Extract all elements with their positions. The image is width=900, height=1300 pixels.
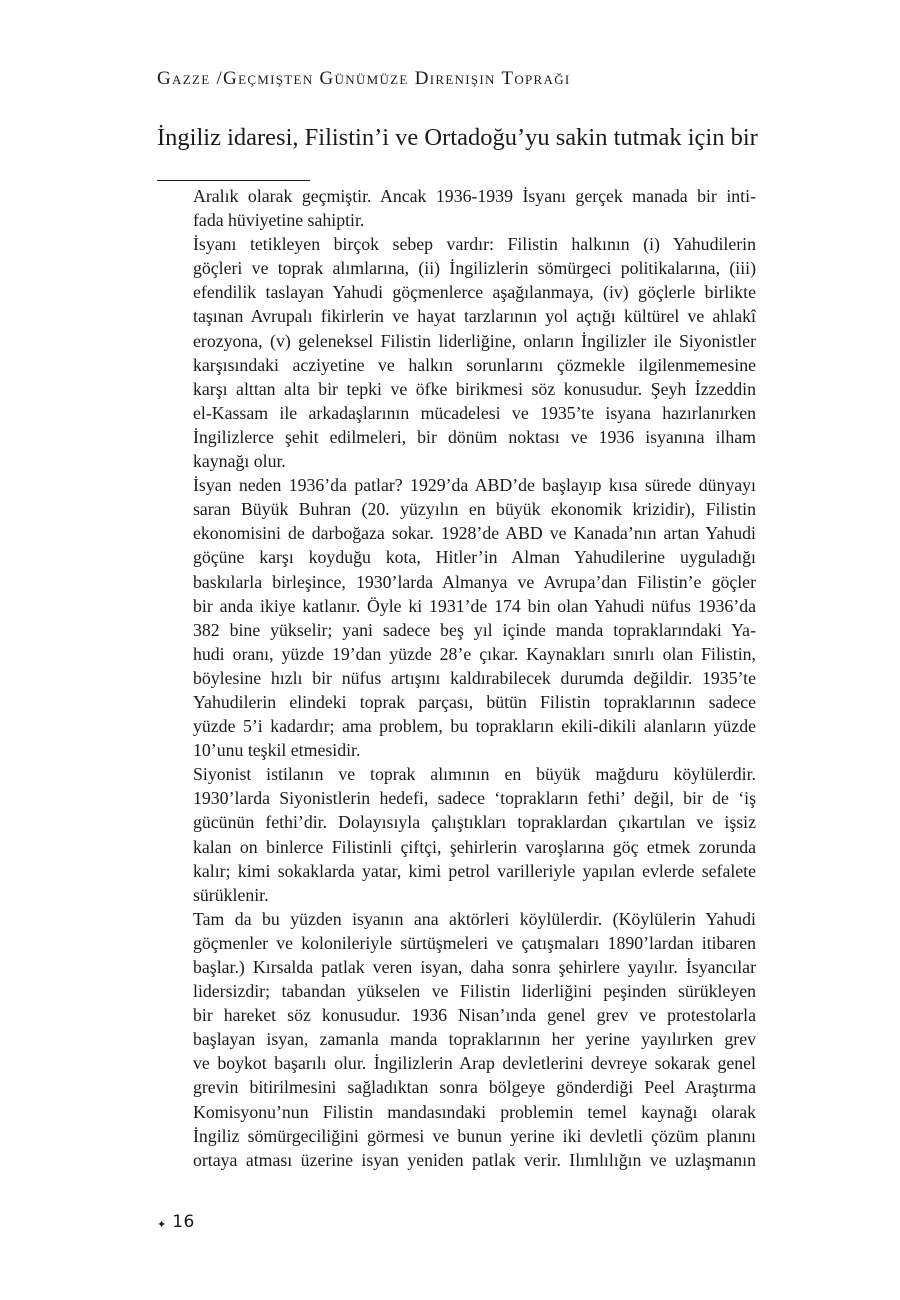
footnote-line: bir hareket söz konusudur. 1936 Nisan’ında genel grev ve protestolarla	[193, 1005, 756, 1026]
footnote-line: böylesine hızlı bir nüfus artışını kaldırabilecek durumda değildir. 1935’te	[193, 667, 756, 688]
footnote-line: başlayan isyan, zamanla manda topraklarının her yerine yayılırken grev	[193, 1029, 756, 1050]
footnote-line: baskılarla birleşince, 1930’larda Almanya ve Avrupa’dan Filistin’e göçler	[193, 571, 756, 592]
footnote-line: karşı alttan alta bir tepki ve öfke birikmesi söz konusudur. Şeyh İzzeddin	[193, 378, 756, 399]
footnote-line: erozyona, (v) geleneksel Filistin liderliğine, onların İngilizler ile Siyonistler	[193, 330, 756, 351]
footnote-line: yüzde 5’i kadardır; ama problem, bu toprakların ekili-dikili alanların yüzde	[193, 716, 756, 737]
footnote-line: fada hüviyetine sahiptir.	[193, 210, 365, 231]
body-text-line: İngiliz idaresi, Filistin’i ve Ortadoğu’yu sakin tutmak için bir	[157, 124, 758, 151]
footnote-line: grevin bitirilmesini sağladıktan sonra bölgeye gönderdiği Peel Araştırma	[193, 1077, 756, 1098]
footnote-line: 10’unu teşkil etmesidir.	[193, 740, 361, 761]
running-header: Gazze /Geçmişten Günümüze Direnişin Toprağı	[157, 68, 571, 89]
footnote-line: ve boykot başarılı olur. İngilizlerin Arap devletlerini devreye sokarak genel	[193, 1053, 756, 1074]
footnote-line: 1930’larda Siyonistlerin hedefi, sadece ‘toprakların fethi’ değil, bir de ‘iş	[193, 788, 756, 809]
footnote-line: taşınan Avrupalı fikirlerin ve hayat tarzlarının yol açtığı kültürel ve ahlakî	[193, 306, 756, 327]
footnote-line: Yahudilerin elindeki toprak parçası, bütün Filistin topraklarının sadece	[193, 691, 756, 712]
footnote-line: İsyanı tetikleyen birçok sebep vardır: Filistin halkının (i) Yahudilerin	[193, 234, 756, 255]
footnote-line: efendilik taslayan Yahudi göçmenlerce aşağılanmaya, (iv) göçlerle birlikte	[193, 282, 756, 303]
footnote-line: karşısındaki acziyetine ve halkın sorunlarını çözmekle ilgilenmemesine	[193, 354, 756, 375]
footnote-line: ekonomisini de darboğaza sokar. 1928’de ABD ve Kanada’nın artan Yahudi	[193, 523, 756, 544]
four-point-star-icon: ✦	[157, 1217, 167, 1231]
footnote-line: gücünün fethi’dir. Dolayısıyla çalıştıkları topraklardan çıkartılan ve işsiz	[193, 812, 756, 833]
footnote-line: İsyan neden 1936’da patlar? 1929’da ABD’de başlayıp kısa sürede dünyayı	[193, 475, 756, 496]
footnote-line: İngilizlerce şehit edilmeleri, bir dönüm noktası ve 1936 isyanına ilham	[193, 426, 756, 447]
footnote-line: başlar.) Kırsalda patlak veren isyan, daha sonra şehirlere yayılır. İsyancılar	[193, 957, 756, 977]
footnote-line: hudi oranı, yüzde 19’dan yüzde 28’e çıkar. Kaynakları sınırlı olan Filistin,	[193, 643, 756, 664]
footnote-line: lidersizdir; tabandan yükselen ve Filistin liderliğini peşinden sürükleyen	[193, 981, 756, 1002]
footnote-line: göçmenler ve kolonileriyle sürtüşmeleri ve çatışmaları 1890’lardan itibaren	[193, 932, 756, 953]
footnote-line: kalan on binlerce Filistinli çiftçi, şehirlerin varoşlarına göç etmek zorunda	[193, 836, 756, 857]
footnote-line: sürüklenir.	[193, 884, 269, 905]
footnote-line: kaynağı olur.	[193, 451, 286, 472]
footnote-line: 382 bine yükselir; yani sadece beş yıl içinde manda topraklarındaki Ya-	[193, 619, 756, 640]
footnote-line: Aralık olarak geçmiştir. Ancak 1936-1939 İsyanı gerçek manada bir inti-	[193, 186, 756, 206]
footnote-line: kalır; kimi sokaklarda yatar, kimi petrol varilleriyle yapılan evlerde sefalete	[193, 860, 756, 881]
footnote-separator	[157, 180, 310, 181]
footnote-line: Komisyonu’nun Filistin mandasındaki problemin temel kaynağı olarak	[193, 1101, 756, 1122]
footnote-line: göçüne karşı koyduğu kota, Hitler’in Alman Yahudilerine uyguladığı	[193, 547, 756, 568]
footnote-line: saran Büyük Buhran (20. yüzyılın en büyük ekonomik krizidir), Filistin	[193, 499, 756, 520]
footnote-line: bir anda ikiye katlanır. Öyle ki 1931’de 174 bin olan Yahudi nüfus 1936’da	[193, 595, 756, 616]
footnote-block	[193, 184, 756, 1172]
page-number: 16	[172, 1212, 195, 1232]
footnote-line: el-Kassam ile arkadaşlarının mücadelesi ve 1935’te isyana hazırlanırken	[193, 402, 756, 423]
footnote-line: göçleri ve toprak alımlarına, (ii) İngilizlerin sömürgeci politikalarına, (iii)	[193, 258, 756, 279]
footnote-line: Tam da bu yüzden isyanın ana aktörleri köylülerdir. (Köylülerin Yahudi	[193, 908, 756, 929]
page-footer	[157, 1212, 195, 1232]
footnote-line: ortaya atması üzerine isyan yeniden patlak verir. Ilımlılığın ve uzlaşmanın	[193, 1149, 756, 1170]
footnote-line: İngiliz sömürgeciliğini görmesi ve bunun yerine iki devletli çözüm planını	[193, 1125, 756, 1146]
footnote-line: Siyonist istilanın ve toprak alımının en büyük mağduru köylülerdir.	[193, 764, 756, 785]
